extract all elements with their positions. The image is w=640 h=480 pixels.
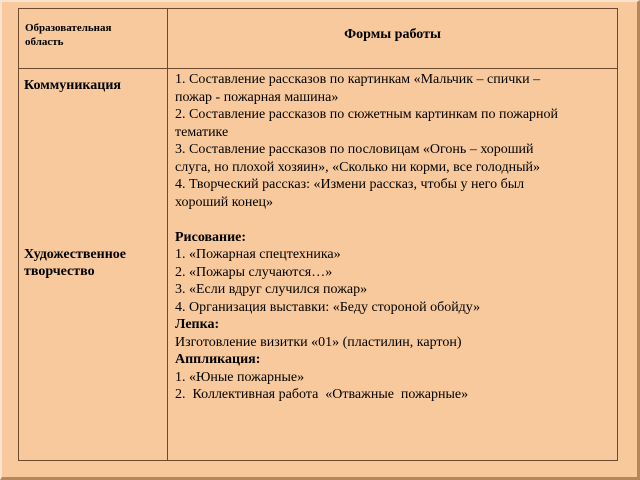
activity-table [18,8,618,461]
drawing-title: Рисование: [175,229,247,245]
header-forms-cell [168,9,618,69]
communication-line: пожар - пожарная машина» [175,89,339,105]
communication-line: хороший конец» [175,194,274,210]
drawing-item: 1. «Пожарная спецтехника» [175,247,341,262]
area-art-line: Художественное [24,247,126,262]
header-forms-title: Формы работы [344,27,441,42]
applique-title: Аппликация: [175,352,261,367]
applique-section [175,351,611,404]
drawing-item: 4. Организация выставки: «Беду стороной обойду» [175,299,481,315]
drawing-item: 2. «Пожары случаются…» [175,264,333,280]
applique-item: 1. «Юные пожарные» [175,369,305,385]
drawing-item: 3. «Если вдруг случился пожар» [175,282,368,297]
communication-line: 4. Творческий рассказ: «Измени рассказ, чтобы у него был [175,177,525,192]
drawing-section [175,229,611,317]
content-row [19,69,618,461]
areas-cell [19,69,168,461]
forms-cell [168,69,618,461]
modeling-title: Лепка: [175,317,220,332]
communication-line: слуга, но плохой хозяин», «Сколько ни корми, все голодный» [175,159,541,175]
header-area-line: область [25,36,64,48]
communication-line: 2. Составление рассказов по сюжетным картинкам по пожарной [175,107,559,122]
communication-line: 1. Составление рассказов по картинкам «Мальчик – спички – [175,72,541,87]
applique-item: 2. Коллективная работа «Отважные пожарные» [175,387,469,402]
area-communication: Коммуникация [24,78,121,93]
modeling-section [175,316,611,351]
header-area-line: Образовательная [25,22,112,34]
communication-line: тематике [175,124,229,140]
modeling-text: Изготовление визитки «01» (пластилин, картон) [175,334,462,350]
communication-list [175,71,611,211]
header-row [19,9,618,69]
communication-line: 3. Составление рассказов по пословицам «Огонь – хороший [175,142,534,157]
header-area-cell [19,9,168,69]
area-art-line: творчество [24,264,95,279]
